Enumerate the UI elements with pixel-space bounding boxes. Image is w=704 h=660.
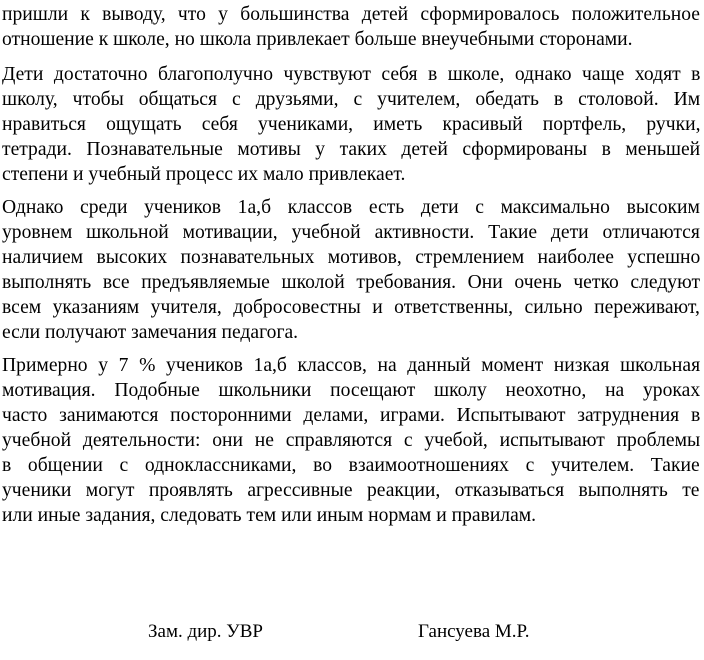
paragraph-4-line-1: Примерно у 7 % учеников 1а,б классов, на данный момент низкая школьная [2, 355, 701, 376]
paragraph-3-line-6: если получают замечания педагога. [2, 322, 299, 343]
paragraph-4-line-2: мотивация. Подобные школьники посещают школу неохотно, на уроках [2, 380, 701, 401]
paragraph-2-line-3: нравиться ощущать себя учениками, иметь красивый портфель, ручки, [2, 114, 701, 135]
paragraph-3-line-1: Однако среди учеников 1а,б классов есть дети с максимально высоким [2, 197, 700, 218]
paragraph-3-line-5: всем указаниям учителя, добросовестны и ответственны, сильно переживают, [2, 297, 700, 318]
paragraph-4-line-5: в общении с одноклассниками, во взаимоотношениях с учителем. Такие [2, 455, 700, 476]
paragraph-4-line-3: часто занимаются посторонними делами, играми. Испытывают затруднения в [2, 405, 701, 426]
paragraph-3-line-4: выполнять все предъявляемые школой требования. Они очень четко следуют [2, 272, 701, 293]
paragraph-2-line-1: Дети достаточно благополучно чувствуют себя в школе, однако чаще ходят в [2, 64, 701, 85]
paragraph-1-line-1: пришли к выводу, что у большинства детей сформировалось положительное [2, 4, 700, 25]
paragraph-4-line-7: или иные задания, следовать тем или иным нормам и правилам. [2, 505, 537, 526]
signature-name: Гансуева М.Р. [418, 621, 530, 642]
paragraph-4-line-4: учебной деятельности: они не справляются с учебой, испытывают проблемы [2, 430, 701, 451]
paragraph-1-line-2: отношение к школе, но школа привлекает больше внеучебными сторонами. [2, 29, 633, 50]
paragraph-2-line-5: степени и учебный процесс их мало привлекает. [2, 164, 406, 185]
paragraph-3-line-2: уровнем школьной мотивации, учебной активности. Такие дети отличаются [2, 222, 700, 243]
paragraph-4-line-6: ученики могут проявлять агрессивные реакции, отказываться выполнять те [2, 480, 700, 501]
paragraph-3-line-3: наличием высоких познавательных мотивов, стремлением наиболее успешно [2, 247, 701, 268]
signature-position: Зам. дир. УВР [148, 621, 264, 642]
paragraph-2-line-4: тетради. Познавательные мотивы у таких детей сформированы в меньшей [2, 139, 701, 160]
paragraph-2-line-2: школу, чтобы общаться с друзьями, с учителем, обедать в столовой. Им [2, 89, 701, 110]
